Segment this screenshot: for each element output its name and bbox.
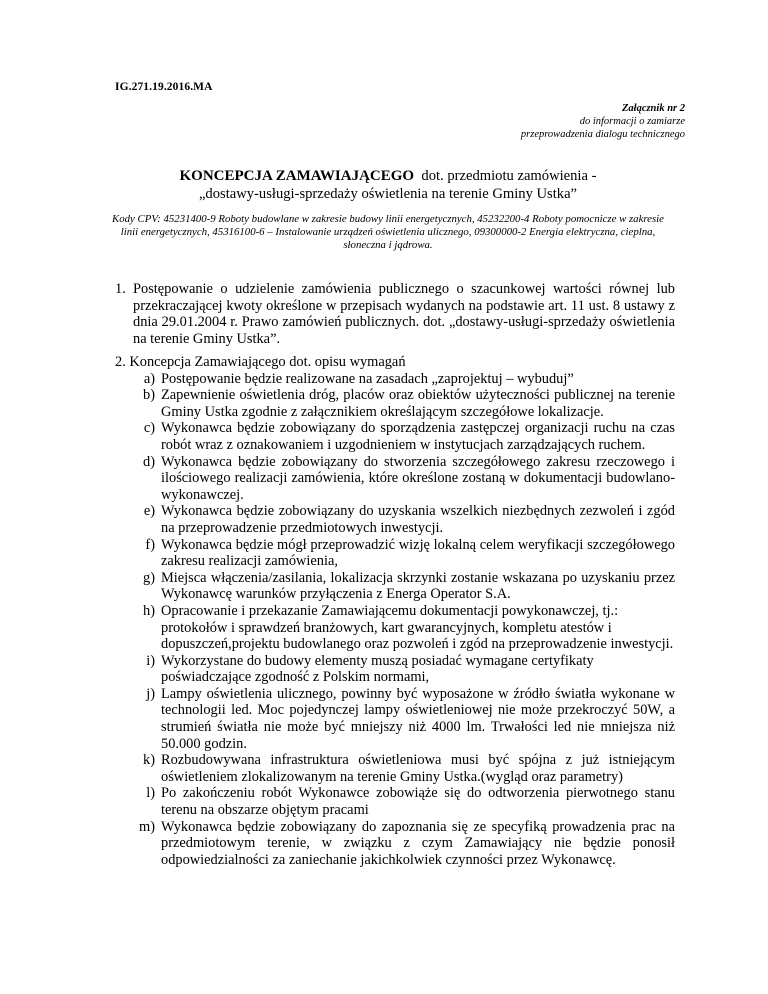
- list-item: [115, 420, 675, 453]
- list-item: [115, 371, 675, 388]
- section-1-text: Postępowanie o udzielenie zamówienia publicznego o szacunkowej wartości równej lub przekraczającej kwoty określone w przepisach wydanych na podstawie art. 11 ust. 8 ustawy z dnia 29.01.2004 r. Prawo zamówień publicznych. dot. „dostawy-usługi-sprzedaży oświetlenia na terenie Gminy Ustka”.: [133, 281, 675, 347]
- item-mark: b): [143, 387, 155, 404]
- item-text: Wykonawca będzie zobowiązany do sporządzenia zastępczej organizacji ruchu na czas robót wraz z oznakowaniem i uzgodnieniem w instytucjach zarządzających ruchem.: [161, 420, 675, 453]
- title-line-2: „dostawy-usługi-sprzedaży oświetlenia na terenie Gminy Ustka”: [198, 186, 578, 202]
- item-text: Po zakończeniu robót Wykonawce zobowiąże się do odtworzenia pierwotnego stanu terenu na obszarze objętym pracami: [161, 785, 675, 819]
- item-mark: l): [146, 785, 155, 802]
- item-mark: g): [143, 569, 155, 586]
- list-item: [115, 387, 675, 420]
- list-item: [115, 819, 675, 869]
- list-item: [115, 653, 675, 686]
- title-lead: KONCEPCJA ZAMAWIAJĄCEGO: [179, 168, 415, 184]
- item-text: Rozbudowywana infrastruktura oświetleniowa musi być spójna z już istniejącym oświetleniem zlokalizowanym na terenie Gminy Ustka.(wygląd oraz parametry): [161, 752, 675, 785]
- item-mark: j): [146, 685, 155, 702]
- item-text: Lampy oświetlenia ulicznego, powinny być wyposażone w źródło światła wykonane w technologii led. Moc pojedynczej lampy oświetleniowej nie może przekroczyć 50W, a strumień światła nie może być mniejszy niż 4000 lm. Trwałości led nie mniejsza niż 50.000 godzin.: [161, 685, 675, 752]
- item-mark: a): [143, 370, 155, 387]
- item-mark: d): [143, 453, 155, 470]
- item-text: Wykonawca będzie zobowiązany do uzyskania wszelkich niezbędnych zezwoleń i zgód na przeprowadzenie przedmiotowych inwestycji.: [161, 503, 675, 536]
- section-1: [115, 281, 675, 347]
- list-item: [115, 686, 675, 752]
- list-item: [115, 603, 675, 653]
- requirements-list: [115, 371, 675, 869]
- annex-line-2: do informacji o zamiarze: [579, 116, 685, 127]
- item-text: Wykonawca będzie zobowiązany do zapoznania się ze specyfiką prowadzenia prac na przedmiotowym terenie, w związku z czym Zamawiający nie będzie ponosił odpowiedzialności za zaniechanie jakichkolwiek czynności przez Wykonawcę.: [161, 818, 675, 868]
- section-2: [115, 354, 675, 868]
- title-rest: dot. przedmiotu zamówienia -: [421, 168, 597, 184]
- item-text: Wykonawca będzie mógł przeprowadzić wizję lokalną celem weryfikacji szczegółowego zakresu realizacji zamówienia,: [161, 536, 675, 570]
- item-mark: m): [139, 818, 155, 835]
- reference-number: IG.271.19.2016.MA: [115, 81, 213, 93]
- cpv-codes: Kody CPV: 45231400-9 Roboty budowlane w zakresie budowy linii energetycznych, 45232200-4 Roboty pomocnicze w zakresie linii energetycznych, 45316100-6 – Instalowanie urządzeń oświetlenia ulicznego, 09300000-2 Energia elektryczna, cieplna, słoneczna i jądrowa.: [112, 213, 664, 251]
- section-1-number: 1.: [115, 281, 126, 297]
- item-text: Wykonawca będzie zobowiązany do stworzenia szczegółowego zakresu rzeczowego i ilościowego realizacji zamówienia, które określone zostaną w dokumentacji budowlano- wykonawczej.: [161, 453, 675, 503]
- annex-title: Załącznik nr 2: [621, 103, 685, 114]
- title-line-1: [110, 167, 666, 185]
- item-mark: e): [143, 503, 155, 520]
- item-text: Opracowanie i przekazanie Zamawiającemu dokumentacji powykonawczej, tj.: protokołów i sprawdzeń branżowych, kart gwarancyjnych, kompletu atestów i dopuszczeń,projektu budowlanego oraz pozwoleń i zgód na przeprowadzenie inwestycji.: [161, 602, 674, 653]
- item-text: Miejsca włączenia/zasilania, lokalizacja skrzynki zostanie wskazana po uzyskaniu przez Wykonawcę warunków przyłączenia z Energa Operator S.A.: [161, 569, 675, 603]
- item-mark: f): [145, 536, 155, 553]
- item-mark: h): [143, 602, 155, 619]
- list-item: [115, 785, 675, 818]
- annex-note: [385, 102, 685, 141]
- section-2-heading: 2. Koncepcja Zamawiającego dot. opisu wymagań: [115, 354, 406, 370]
- annex-line-3: przeprowadzenia dialogu technicznego: [520, 129, 685, 140]
- list-item: [115, 454, 675, 504]
- item-text: Postępowanie będzie realizowane na zasadach „zaprojektuj – wybuduj”: [161, 370, 574, 387]
- list-item: [115, 503, 675, 536]
- item-mark: c): [143, 420, 155, 437]
- list-item: [115, 537, 675, 570]
- item-mark: i): [146, 652, 155, 669]
- item-mark: k): [143, 752, 155, 769]
- item-text: Zapewnienie oświetlenia dróg, placów oraz obiektów użyteczności publicznej na terenie Gminy Ustka zgodnie z załącznikiem określającym szczegółowe lokalizacje.: [161, 387, 675, 420]
- list-item: [115, 752, 675, 785]
- document-title: [110, 167, 666, 203]
- item-text: Wykorzystane do budowy elementy muszą posiadać wymagane certyfikaty poświadczające zgodność z Polskim normami,: [161, 652, 594, 686]
- list-item: [115, 570, 675, 603]
